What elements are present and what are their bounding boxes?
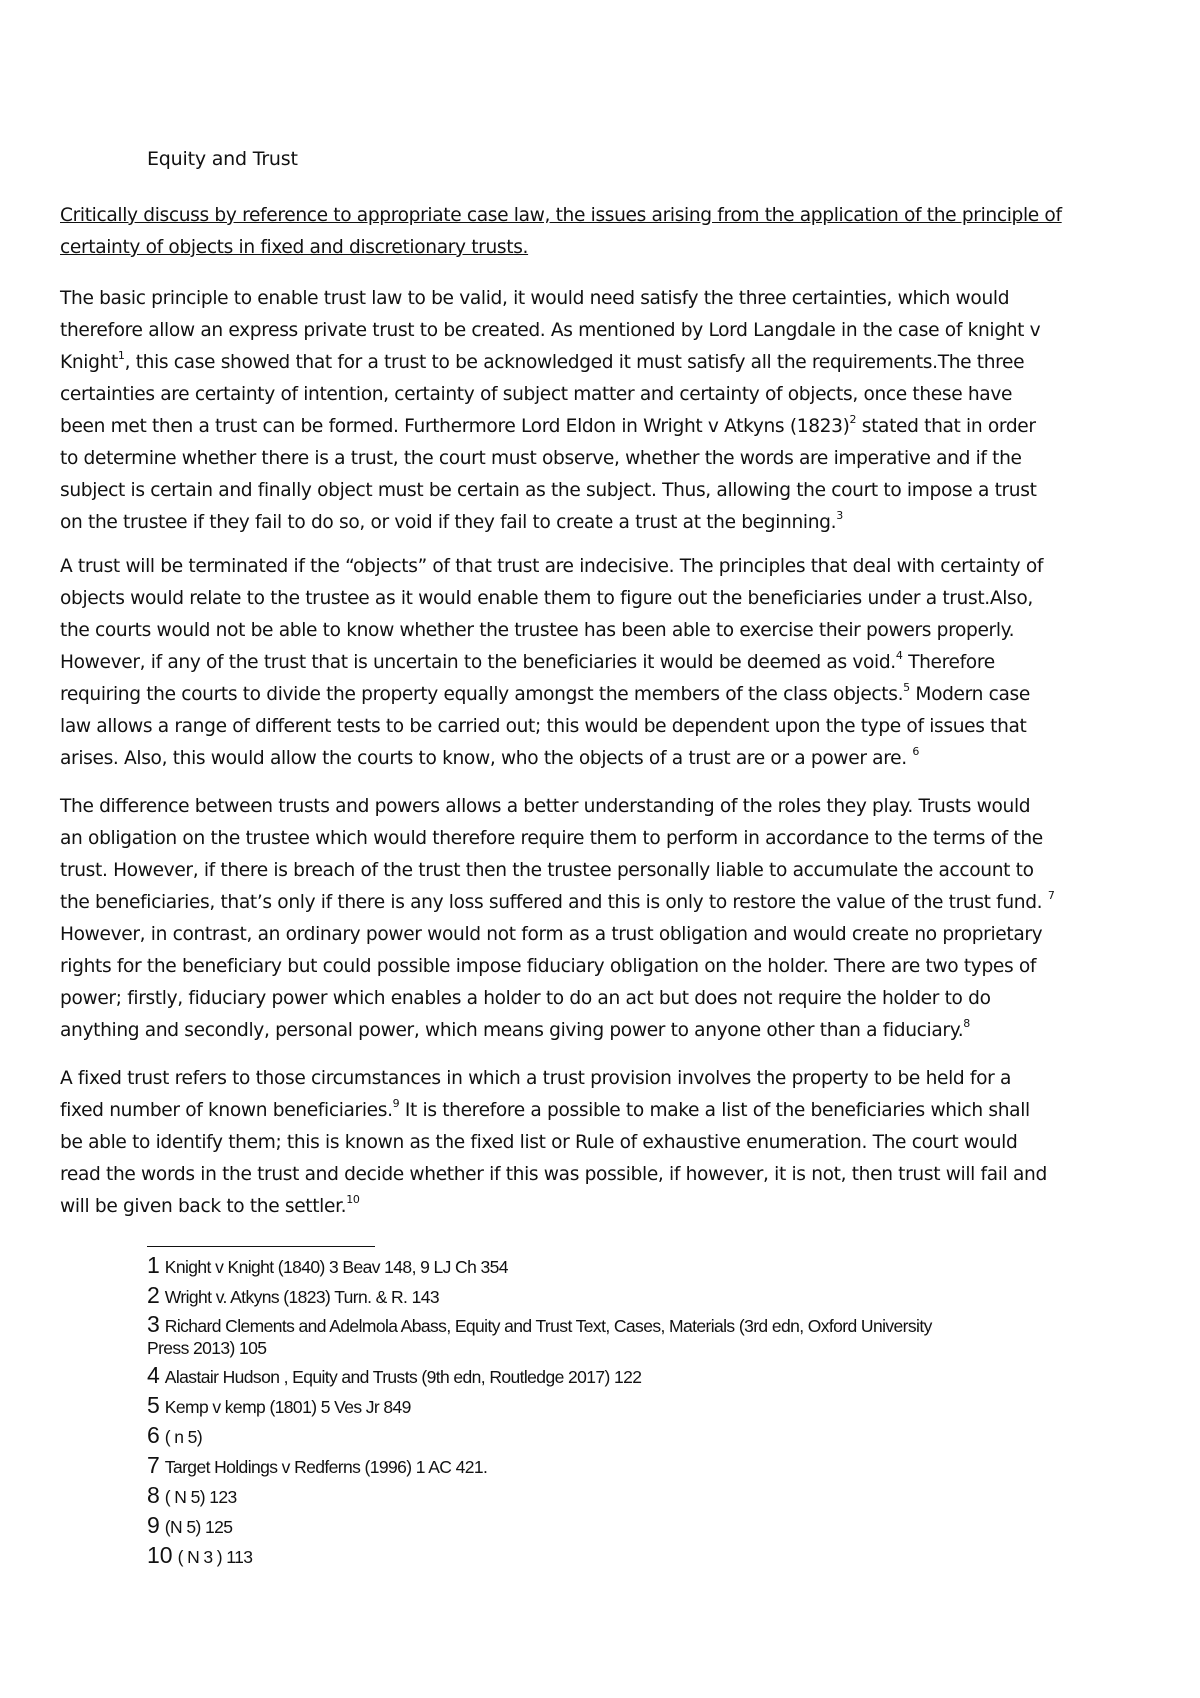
text-line: read the words in the trust and decide whether if this was possible, if however, it is not, then trust will fail and xyxy=(60,1164,1047,1185)
text-segment: Modern case xyxy=(909,684,1030,705)
footnote-text: Target Holdings v Redferns (1996) 1 AC 421. xyxy=(164,1457,488,1477)
footnote-text: Knight v Knight (1840) 3 Beav 148, 9 LJ Ch 354 xyxy=(164,1257,508,1277)
paragraph-2 xyxy=(60,551,1070,775)
text-line: law allows a range of different tests to be carried out; this would be dependent upon the type of issues that xyxy=(60,716,1027,737)
footnote-number: 3 xyxy=(147,1311,160,1337)
footnote-ref[interactable]: 4 xyxy=(895,648,903,662)
question-line: Critically discuss by reference to appropriate case law, the issues arising from the application of the principle of xyxy=(60,205,1062,226)
footnote-text: ( n 5) xyxy=(164,1427,203,1447)
text-segment: the beneficiaries, that’s only if there is any loss suffered and this is only to restore the value of the trust fund. xyxy=(60,892,1048,913)
footnote-number: 8 xyxy=(147,1482,160,1508)
text-line xyxy=(60,1015,1070,1047)
footnote-ref[interactable]: 1 xyxy=(117,348,125,362)
text-line: The difference between trusts and powers allows a better understanding of the roles they play. Trusts would xyxy=(60,796,1031,817)
text-line: A trust will be terminated if the “objects” of that trust are indecisive. The principles that deal with certainty of xyxy=(60,556,1044,577)
footnote-text-continued: Press 2013) 105 xyxy=(147,1338,267,1358)
text-line: certainties are certainty of intention, certainty of subject matter and certainty of objects, once these have xyxy=(60,384,1013,405)
text-line xyxy=(60,1191,1070,1223)
paragraph-3 xyxy=(60,791,1070,1047)
footnote xyxy=(147,1483,1077,1509)
text-segment: However, if any of the trust that is uncertain to the beneficiaries it would be deemed as void. xyxy=(60,652,896,673)
footnote xyxy=(147,1423,1077,1449)
footnote-number: 6 xyxy=(147,1422,160,1448)
text-segment: will be given back to the settler. xyxy=(60,1196,347,1217)
footnote-text: Kemp v kemp (1801) 5 Ves Jr 849 xyxy=(164,1397,411,1417)
text-segment: anything and secondly, personal power, which means giving power to anyone other than a fiduciary. xyxy=(60,1020,964,1041)
text-segment: requiring the courts to divide the property equally amongst the members of the class objects. xyxy=(60,684,904,705)
footnote-number: 9 xyxy=(147,1512,160,1538)
footnote-number: 2 xyxy=(147,1282,160,1308)
text-line xyxy=(60,347,1070,379)
footnote-text: Richard Clements and Adelmola Abass, Equity and Trust Text, Cases, Materials (3rd edn, Oxford University xyxy=(164,1316,932,1336)
text-line: However, in contrast, an ordinary power would not form as a trust obligation and would create no proprietary xyxy=(60,924,1043,945)
text-segment: arises. Also, this would allow the courts to know, who the objects of a trust are or a power are. xyxy=(60,748,913,769)
text-line: A fixed trust refers to those circumstances in which a trust provision involves the property to be held for a xyxy=(60,1068,1012,1089)
document-heading: Equity and Trust xyxy=(147,148,298,170)
footnote-text: Alastair Hudson , Equity and Trusts (9th edn, Routledge 2017) 122 xyxy=(164,1367,642,1387)
footnote xyxy=(147,1543,1077,1569)
footnote-ref[interactable]: 10 xyxy=(346,1192,360,1206)
text-line xyxy=(60,1095,1070,1127)
text-line: rights for the beneficiary but could possible impose fiduciary obligation on the holder. There are two types of xyxy=(60,956,1037,977)
text-line: trust. However, if there is breach of the trust then the trustee personally liable to accumulate the account to xyxy=(60,860,1034,881)
text-line xyxy=(60,507,1070,539)
text-segment: Therefore xyxy=(902,652,995,673)
footnote xyxy=(147,1253,1077,1279)
paragraph-1 xyxy=(60,283,1070,539)
text-segment: It is therefore a possible to make a list of the beneficiaries which shall xyxy=(399,1100,1030,1121)
text-segment: fixed number of known beneficiaries. xyxy=(60,1100,393,1121)
footnote-text: (N 5) 125 xyxy=(164,1517,233,1537)
text-line: subject is certain and finally object must be certain as the subject. Thus, allowing the court to impose a trust xyxy=(60,480,1037,501)
footnote xyxy=(147,1283,1077,1309)
footnote xyxy=(147,1313,1077,1359)
footnote-ref[interactable]: 7 xyxy=(1047,888,1055,902)
text-line xyxy=(60,887,1070,919)
text-line: objects would relate to the trustee as it would enable them to figure out the beneficiaries under a trust.Also, xyxy=(60,588,1033,609)
text-line: power; firstly, fiduciary power which enables a holder to do an act but does not require the holder to do xyxy=(60,988,991,1009)
footnote-number: 4 xyxy=(147,1362,160,1388)
footnotes-list xyxy=(147,1253,1077,1573)
text-line xyxy=(60,743,1070,775)
footnote-ref[interactable]: 8 xyxy=(963,1016,970,1030)
footnote xyxy=(147,1453,1077,1479)
text-segment: , this case showed that for a trust to be acknowledged it must satisfy all the requirements.The three xyxy=(124,352,1025,373)
text-line: the courts would not be able to know whether the trustee has been able to exercise their powers properly. xyxy=(60,620,1015,641)
text-line xyxy=(60,411,1070,443)
text-line: an obligation on the trustee which would therefore require them to perform in accordance to the terms of the xyxy=(60,828,1043,849)
footnote xyxy=(147,1393,1077,1419)
text-line: to determine whether there is a trust, the court must observe, whether the words are imperative and if the xyxy=(60,448,1022,469)
text-segment: stated that in order xyxy=(856,416,1036,437)
text-line xyxy=(60,647,1070,679)
footnote-number: 1 xyxy=(147,1252,160,1278)
footnote-number: 5 xyxy=(147,1392,160,1418)
footnote-text: ( N 3 ) 113 xyxy=(177,1547,253,1567)
text-line xyxy=(60,679,1070,711)
footnote-divider xyxy=(147,1246,375,1247)
paragraph-4 xyxy=(60,1063,1070,1223)
footnote-ref[interactable]: 2 xyxy=(849,412,857,426)
essay-question xyxy=(60,200,1070,264)
footnote-ref[interactable]: 6 xyxy=(912,744,919,758)
footnote-ref[interactable]: 9 xyxy=(392,1096,400,1110)
text-segment: been met then a trust can be formed. Furthermore Lord Eldon in Wright v Atkyns (1823) xyxy=(60,416,850,437)
text-segment: Knight xyxy=(60,352,118,373)
footnote-number: 7 xyxy=(147,1452,160,1478)
footnote-ref[interactable]: 5 xyxy=(903,680,910,694)
text-segment: on the trustee if they fail to do so, or void if they fail to create a trust at the beginning. xyxy=(60,512,837,533)
footnote xyxy=(147,1363,1077,1389)
question-line: certainty of objects in fixed and discretionary trusts. xyxy=(60,237,529,258)
text-line: The basic principle to enable trust law to be valid, it would need satisfy the three certainties, which would xyxy=(60,288,1010,309)
footnote-text: Wright v. Atkyns (1823) Turn. & R. 143 xyxy=(164,1287,439,1307)
footnote-text: ( N 5) 123 xyxy=(164,1487,237,1507)
footnote-ref[interactable]: 3 xyxy=(836,508,843,522)
text-line: be able to identify them; this is known as the fixed list or Rule of exhaustive enumeration. The court would xyxy=(60,1132,1018,1153)
footnote-number: 10 xyxy=(147,1542,173,1568)
text-line: therefore allow an express private trust to be created. As mentioned by Lord Langdale in the case of knight v xyxy=(60,320,1041,341)
footnote xyxy=(147,1513,1077,1539)
